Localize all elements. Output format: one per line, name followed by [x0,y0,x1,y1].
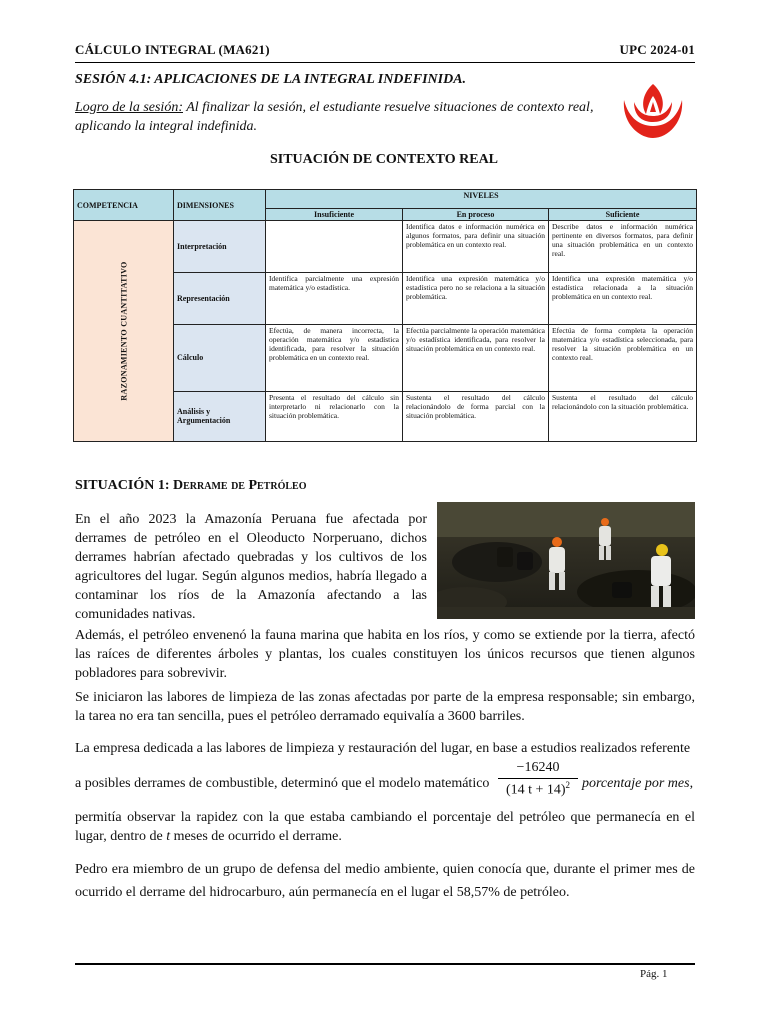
niveles-header: NIVELES [266,190,697,209]
rubric-cell: Sustenta el resultado del cálculo relacionándolo de forma parcial con la situación problemática. [403,391,549,441]
rubric-cell: Identifica una expresión matemática y/o estadística pero no se relaciona a la situación problemática. [403,273,549,324]
formula-numerator: −16240 [516,760,560,775]
competencia-header: COMPETENCIA [74,190,174,221]
session-title: SESIÓN 4.1: APLICACIONES DE LA INTEGRAL INDEFINIDA. [75,72,467,87]
page-number: Pág. 1 [640,968,668,980]
term-label: UPC 2024-01 [619,42,695,57]
context-title: SITUACIÓN DE CONTEXTO REAL [269,152,499,167]
formula-denominator-base: (14 t + 14) [505,782,566,798]
course-title: CÁLCULO INTEGRAL (MA621) [75,42,270,57]
level-insuficiente: Insuficiente [266,209,403,221]
situation-name: Derrame de Petróleo [173,478,307,493]
level-en-proceso: En proceso [403,209,549,221]
competencia-label: RAZONAMIENTO CUANTITATIVO [119,261,128,401]
dimension-calculo: Cálculo [174,324,266,391]
level-suficiente: Suficiente [549,209,697,221]
formula-units-wrap [582,776,693,792]
paragraph-2: Además, el petróleo envenenó la fauna marina que habita en los ríos, y como se extiende por la tierra, afectó las raíces de diferentes árboles y plantas, los cuales constituyen los únicos recursos que tienen algunos pobladores para sobrevivir. [75,628,695,681]
session-goal-text: Al finalizar la sesión, el estudiante resuelve situaciones de contexto real, aplicando la integral indefinida. [75,100,594,134]
oil-spill-photo [437,502,695,619]
variable-t: t [166,829,171,844]
paragraph-6-a: permitía observar la rapidez con la que estaba cambiando el porcentaje del petróleo que permanecía en el lugar, dentro de [75,810,695,844]
paragraph-6 [75,808,695,846]
dimension-representacion: Representación [174,273,266,324]
situation-prefix: SITUACIÓN 1: [75,478,174,493]
formula-fraction [498,760,578,799]
footer-divider [75,963,695,965]
rubric-cell [266,221,403,273]
competencia-cell [74,221,174,442]
formula-denominator [498,779,578,799]
dimension-interpretacion: Interpretación [174,221,266,273]
rubric-cell: Describe datos e información numérica pertinente en diversos formatos, para definir una situación problemática en un contexto real. [549,221,697,273]
header-divider [75,62,695,63]
paragraph-3: Se iniciaron las labores de limpieza de las zonas afectadas por parte de la empresa responsable; sin embargo, la tarea no era tan sencilla, pues el petróleo derramado equivalía a 3600 barriles. [75,690,695,724]
rubric-cell: Identifica parcialmente una expresión matemática y/o estadística. [266,273,403,324]
rubric-cell: Efectúa parcialmente la operación matemática y/o estadística identificada, para resolver la situación problemática en un contexto real. [403,324,549,391]
paragraph-6-b: meses de ocurrido el derrame. [170,829,342,844]
paragraph-4: La empresa dedicada a las labores de limpieza y restauración del lugar, en base a estudios realizados referente [75,741,691,756]
upc-logo-shape [624,84,682,138]
session-goal [75,98,595,136]
rubric-cell: Efectúa, de manera incorrecta, la operación matemática y/o estadística identificada, para resolver la situación problemática en un contexto real. [266,324,403,391]
formula-intro: a posibles derrames de combustible, determinó que el modelo matemático [75,776,490,791]
rubric-cell: Efectúa de forma completa la operación matemática y/o estadística seleccionada, para resolver la situación problemática en un contexto real. [549,324,697,391]
paragraph-1: En el año 2023 la Amazonía Peruana fue afectada por derrames de petróleo en el Oleoducto Norperuano, dichos derrames habrían afectado quebradas y los cultivos de los agricultores del lugar. Según algunos medios, habría llegado a contaminar los ríos de la Amazonía afectando a las comunidades nativas. [75,512,427,622]
rubric-cell: Identifica datos e información numérica en algunos formatos, para definir una situación problemática en un contexto real. [403,221,549,273]
paragraph-7: Pedro era miembro de un grupo de defensa del medio ambiente, quien conocía que, durante el primer mes de ocurrido el derrame del hidrocarburo, aún permanecía en el lugar el 58,57% de petróleo. [75,862,695,900]
rubric-table [73,189,697,442]
formula-exponent: 2 [565,780,571,790]
formula-comma: , [689,776,694,791]
formula-units: porcentaje por mes [582,776,690,791]
session-goal-label: Logro de la sesión: [75,100,183,115]
rubric-cell: Identifica una expresión matemática y/o estadística relacionada a la situación problemática en un contexto real. [549,273,697,324]
upc-logo [620,82,686,140]
dimensiones-header: DIMENSIONES [174,190,266,221]
rubric-cell: Sustenta el resultado del cálculo relacionándolo con la situación problemática. [549,391,697,441]
rubric-cell: Presenta el resultado del cálculo sin interpretarlo ni relacionarlo con la situación problemática. [266,391,403,441]
situation-title [75,478,306,494]
dimension-analisis: Análisis y Argumentación [174,391,266,441]
